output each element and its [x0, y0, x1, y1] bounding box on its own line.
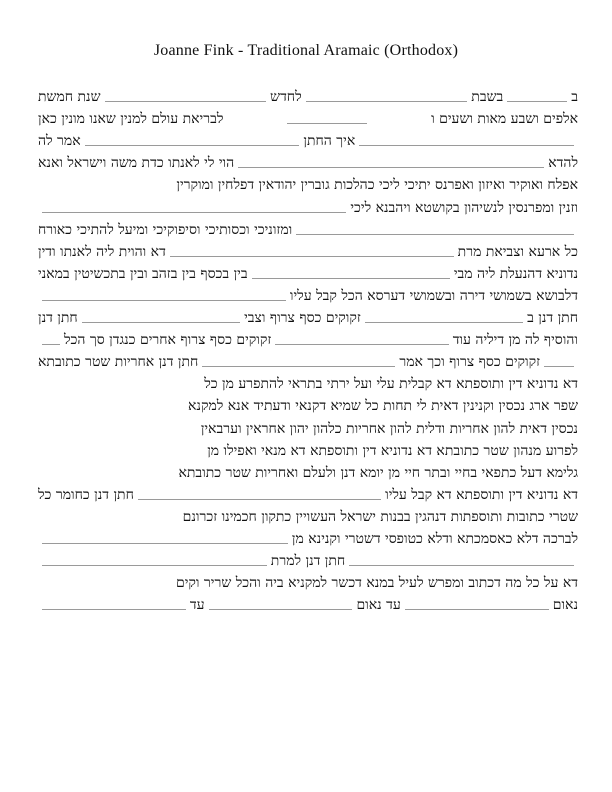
text-line — [38, 305, 578, 327]
text-line — [38, 482, 578, 504]
fill-in-blank[interactable] — [209, 595, 353, 610]
text-segment: נדוניא דהנעלת ליה מבי — [453, 265, 578, 282]
text-segment: נכסין דאית להון אחריות ודלית להון אחריות כלהון יהון אחראין וערבאין — [200, 420, 578, 437]
text-segment: דלבושא בשמושי דירה ובשמושי דערסא הכל קבל עליו — [289, 287, 578, 304]
text-segment: חתן דנן — [38, 310, 78, 327]
text-line — [38, 327, 578, 349]
text-segment: דא על כל מה דכתוב ומפרש לעיל במנא דכשר למקניא ביה והכל שריר וקים — [176, 575, 578, 592]
fill-in-blank[interactable] — [544, 352, 574, 367]
fill-in-blank[interactable] — [507, 87, 567, 102]
text-segment: דא נדוניא דין ותוספתא דא קבל עליו — [385, 486, 578, 503]
text-segment: לברכה דלא כאסמכתא ודלא כטופסי דשטרי וקנינא מן — [291, 530, 578, 547]
fill-in-blank[interactable] — [42, 198, 346, 213]
text-segment: עד — [189, 597, 205, 614]
text-line — [38, 393, 578, 415]
text-line — [38, 239, 578, 261]
text-segment: בשבת — [471, 89, 504, 106]
text-line — [38, 84, 578, 106]
text-segment: זקוקים כסף צרוף וכך אמר — [399, 354, 540, 371]
fill-in-blank[interactable] — [306, 87, 468, 102]
text-line — [38, 283, 578, 305]
fill-in-blank[interactable] — [349, 551, 574, 566]
text-line — [38, 504, 578, 526]
text-segment: ומזוניכי וכסותיכי וסיפוקיכי ומיעל להתיכי כאורח — [38, 221, 293, 238]
document-title: Joanne Fink - Traditional Aramaic (Orthodox) — [153, 42, 459, 59]
fill-in-blank[interactable] — [365, 308, 523, 323]
text-line — [38, 261, 578, 283]
fill-in-blank[interactable] — [202, 352, 395, 367]
fill-in-blank[interactable] — [296, 220, 574, 235]
text-segment: שטרי כתובות ותוספתות דנהגין בבנות ישראל העשויין כתקון חכמינו זכרונם — [182, 508, 578, 525]
fill-in-blank[interactable] — [85, 131, 300, 146]
text-segment: שנת חמשת — [38, 89, 101, 106]
text-line — [38, 172, 578, 194]
ketubah-text — [38, 84, 578, 614]
text-segment: לבריאת עולם למנין שאנו מונין כאן — [38, 111, 224, 128]
text-segment: לחדש — [270, 89, 302, 106]
text-line — [38, 460, 578, 482]
text-line — [38, 349, 578, 371]
text-segment: בין בכסף בין בזהב ובין בתכשיטין במאני — [38, 265, 248, 282]
fill-in-blank[interactable] — [82, 308, 240, 323]
text-segment: לפרוע מנהון שטר כתובתא דא נדוניא דין ותוספתא דא מנאי ואפילו מן — [207, 442, 578, 459]
text-line — [38, 128, 578, 150]
fill-in-blank[interactable] — [105, 87, 267, 102]
text-segment: איך החתן — [303, 133, 356, 150]
text-line — [38, 548, 578, 570]
text-segment: עד נאום — [356, 597, 401, 614]
text-segment: חתן דנן למרת — [270, 553, 346, 570]
text-segment: אלפים ושבע מאות ושעים ו — [431, 111, 578, 128]
fill-in-blank[interactable] — [42, 551, 267, 566]
text-segment: זקוקים כסף צרוף וצבי — [244, 310, 361, 327]
fill-in-blank[interactable] — [287, 109, 367, 124]
text-segment: חתן דנן ב — [527, 310, 578, 327]
fill-in-blank[interactable] — [275, 330, 448, 345]
text-segment: כל ארעא וצביאת מרת — [457, 243, 578, 260]
text-line — [38, 570, 578, 592]
fill-in-blank[interactable] — [138, 485, 381, 500]
fill-in-blank[interactable] — [252, 264, 450, 279]
text-line — [38, 371, 578, 393]
text-segment: חתן דנן כחומר כל — [38, 486, 134, 503]
fill-in-blank[interactable] — [359, 131, 574, 146]
fill-in-blank[interactable] — [238, 153, 544, 168]
fill-in-blank[interactable] — [170, 242, 454, 257]
fill-in-blank[interactable] — [405, 595, 549, 610]
fill-in-blank[interactable] — [42, 286, 286, 301]
text-segment: והוסיף לה מן דיליה עוד — [452, 332, 578, 349]
text-segment: אפלח ואוקיר ואיזון ואפרנס יתיכי ליכי כהלכות גוברין יהודאין דפלחין ומוקרין — [176, 177, 578, 194]
text-segment: נאום — [552, 597, 578, 614]
text-segment: אמר לה — [38, 133, 81, 150]
text-segment: להדא — [548, 155, 578, 172]
text-segment: גלימא דעל כתפאי בחיי ובתר חיי מן יומא דנן ולעלם ואחריות שטר כתובתא — [178, 464, 578, 481]
text-line — [38, 526, 578, 548]
text-line — [38, 592, 578, 614]
fill-in-blank[interactable] — [42, 595, 186, 610]
text-segment: וזנין ומפרנסין לנשיהון בקושטא ויהבנא ליכי — [350, 199, 578, 216]
text-line — [38, 415, 578, 437]
text-segment: חתן דנן אחריות שטר כתובתא — [38, 354, 199, 371]
text-segment: דא והוית ליה לאנתו ודין — [38, 243, 166, 260]
text-line — [38, 217, 578, 239]
text-segment: ב — [571, 89, 578, 106]
text-segment: הוי לי לאנתו כדת משה וישראל ואנא — [38, 155, 235, 172]
text-line — [38, 106, 578, 128]
fill-in-blank[interactable] — [42, 330, 60, 345]
text-segment: שפר ארג נכסין וקנינין דאית לי תחות כל שמיא דקנאי ודעתיד אנא למקנא — [188, 398, 578, 415]
text-segment: זקוקים כסף צרוף אחרים כנגדן סך הכל — [64, 332, 272, 349]
text-line — [38, 194, 578, 216]
text-segment: דא נדוניא דין ותוספתא דא קבלית עלי ועל ירתי בתראי להתפרע מן כל — [204, 376, 578, 393]
text-line — [38, 438, 578, 460]
text-line — [38, 150, 578, 172]
fill-in-blank[interactable] — [42, 529, 288, 544]
